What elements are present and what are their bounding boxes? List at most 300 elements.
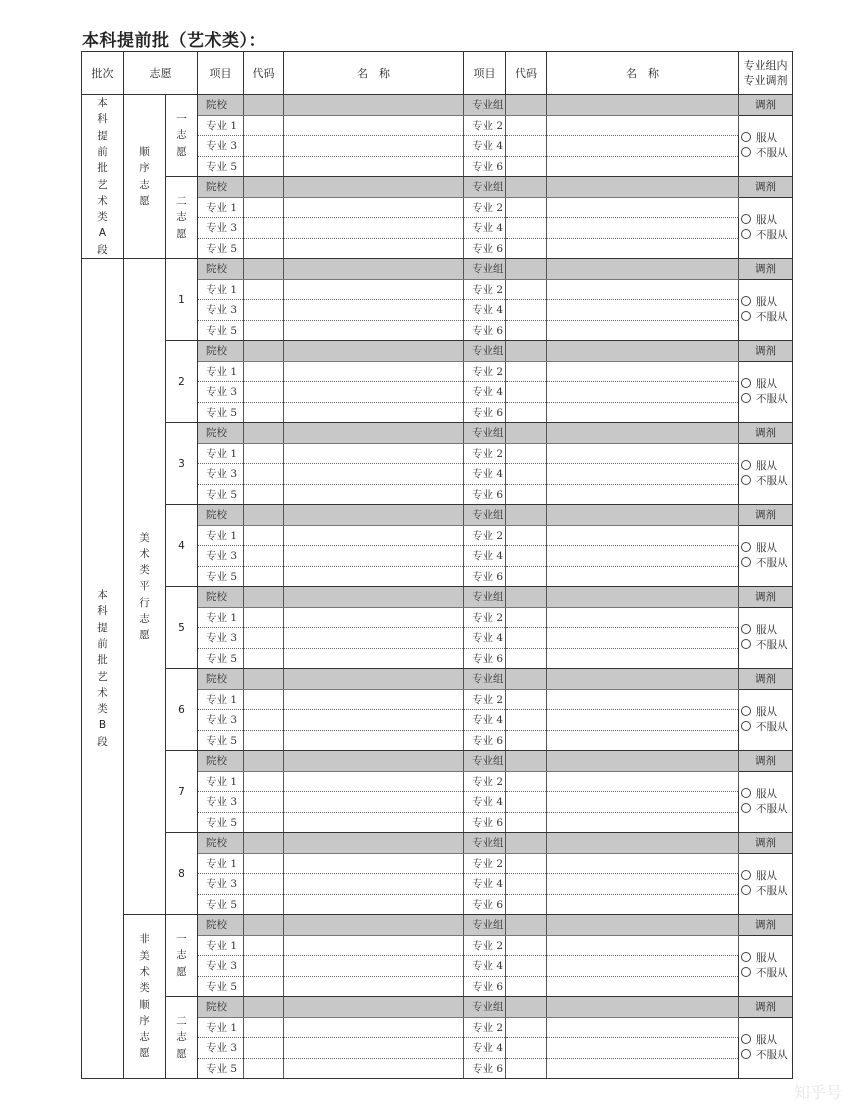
name-cell[interactable] <box>284 382 464 403</box>
major-label: 专业 1 <box>198 361 244 382</box>
radio-icon[interactable] <box>741 967 751 977</box>
code-cell[interactable] <box>506 156 547 177</box>
not-obey-option[interactable] <box>741 474 792 489</box>
name-cell[interactable] <box>547 648 739 669</box>
major-label: 专业 4 <box>464 628 506 649</box>
name-cell[interactable] <box>284 1058 464 1079</box>
code-cell[interactable] <box>244 238 284 259</box>
code-cell[interactable] <box>244 505 284 526</box>
school-label: 院校 <box>198 423 244 444</box>
code-cell[interactable] <box>506 279 547 300</box>
school-label: 院校 <box>198 341 244 362</box>
major-label: 专业 2 <box>464 443 506 464</box>
major-label: 专业 6 <box>464 812 506 833</box>
name-cell[interactable] <box>284 546 464 567</box>
name-cell[interactable] <box>547 279 739 300</box>
major-label: 专业 5 <box>198 730 244 751</box>
code-cell[interactable] <box>244 361 284 382</box>
major-label: 专业 5 <box>198 648 244 669</box>
major-label: 专业 6 <box>464 320 506 341</box>
code-cell[interactable] <box>506 730 547 751</box>
code-cell[interactable] <box>244 423 284 444</box>
not-obey-option[interactable] <box>741 720 792 735</box>
code-cell[interactable] <box>244 874 284 895</box>
not-obey-option[interactable] <box>741 146 792 161</box>
code-cell[interactable] <box>244 792 284 813</box>
code-cell[interactable] <box>506 259 547 280</box>
code-cell[interactable] <box>506 812 547 833</box>
radio-icon[interactable] <box>741 296 751 306</box>
adjust-label: 调剂 <box>739 997 793 1018</box>
name-cell[interactable] <box>547 792 739 813</box>
name-cell[interactable] <box>284 136 464 157</box>
code-cell[interactable] <box>244 177 284 198</box>
radio-icon[interactable] <box>741 214 751 224</box>
adjust-label: 调剂 <box>739 751 793 772</box>
adjust-label: 调剂 <box>739 423 793 444</box>
not-obey-label: 不服从 <box>756 1048 788 1061</box>
radio-icon[interactable] <box>741 475 751 485</box>
major-label: 专业 1 <box>198 607 244 628</box>
code-cell[interactable] <box>506 1017 547 1038</box>
name-cell[interactable] <box>284 279 464 300</box>
not-obey-option[interactable] <box>741 802 792 817</box>
name-cell[interactable] <box>284 874 464 895</box>
name-cell[interactable] <box>547 628 739 649</box>
name-cell[interactable] <box>547 156 739 177</box>
code-cell[interactable] <box>244 115 284 136</box>
code-cell[interactable] <box>244 341 284 362</box>
obey-option[interactable] <box>741 869 792 884</box>
code-cell[interactable] <box>244 402 284 423</box>
wish-number-text: 一志愿 <box>176 113 187 158</box>
code-cell[interactable] <box>244 1058 284 1079</box>
group-label: 专业组 <box>464 997 506 1018</box>
name-cell[interactable] <box>284 894 464 915</box>
major-label: 专业 2 <box>464 771 506 792</box>
code-cell[interactable] <box>244 956 284 977</box>
name-cell[interactable] <box>284 464 464 485</box>
radio-icon[interactable] <box>741 706 751 716</box>
name-cell[interactable] <box>547 669 739 690</box>
code-cell[interactable] <box>506 546 547 567</box>
name-cell[interactable] <box>547 730 739 751</box>
radio-icon[interactable] <box>741 624 751 634</box>
radio-icon[interactable] <box>741 1049 751 1059</box>
obey-label: 服从 <box>756 623 777 636</box>
code-cell[interactable] <box>506 997 547 1018</box>
code-cell[interactable] <box>506 464 547 485</box>
name-cell[interactable] <box>284 976 464 997</box>
code-cell[interactable] <box>506 648 547 669</box>
name-cell[interactable] <box>547 710 739 731</box>
name-cell[interactable] <box>284 689 464 710</box>
name-cell[interactable] <box>547 484 739 505</box>
obey-option[interactable] <box>741 1033 792 1048</box>
name-cell[interactable] <box>547 238 739 259</box>
code-cell[interactable] <box>506 566 547 587</box>
code-cell[interactable] <box>244 997 284 1018</box>
code-cell[interactable] <box>244 156 284 177</box>
group-label: 专业组 <box>464 505 506 526</box>
radio-icon[interactable] <box>741 460 751 470</box>
obey-option[interactable] <box>741 787 792 802</box>
name-cell[interactable] <box>284 669 464 690</box>
code-cell[interactable] <box>244 443 284 464</box>
school-label: 院校 <box>198 997 244 1018</box>
code-cell[interactable] <box>506 915 547 936</box>
name-cell[interactable] <box>284 361 464 382</box>
not-obey-label: 不服从 <box>756 556 788 569</box>
code-cell[interactable] <box>506 833 547 854</box>
major-label: 专业 2 <box>464 361 506 382</box>
batch-label-text: 本科提前批艺术类A段 <box>97 97 108 256</box>
radio-icon[interactable] <box>741 378 751 388</box>
code-cell[interactable] <box>244 833 284 854</box>
obey-label: 服从 <box>756 1033 777 1046</box>
name-cell[interactable] <box>547 95 739 116</box>
name-cell[interactable] <box>284 997 464 1018</box>
name-cell[interactable] <box>284 505 464 526</box>
code-cell[interactable] <box>506 341 547 362</box>
wish-number <box>166 95 198 177</box>
name-cell[interactable] <box>284 320 464 341</box>
name-cell[interactable] <box>547 177 739 198</box>
name-cell[interactable] <box>547 1017 739 1038</box>
code-cell[interactable] <box>506 484 547 505</box>
code-cell[interactable] <box>506 894 547 915</box>
name-cell[interactable] <box>284 238 464 259</box>
major-label: 专业 2 <box>464 279 506 300</box>
name-cell[interactable] <box>284 853 464 874</box>
radio-icon[interactable] <box>741 311 751 321</box>
not-obey-option[interactable] <box>741 556 792 571</box>
not-obey-option[interactable] <box>741 1048 792 1063</box>
name-cell[interactable] <box>284 115 464 136</box>
name-cell[interactable] <box>284 177 464 198</box>
obey-label: 服从 <box>756 787 777 800</box>
name-cell[interactable] <box>547 423 739 444</box>
obey-option[interactable] <box>741 377 792 392</box>
adjust-label: 调剂 <box>739 833 793 854</box>
name-cell[interactable] <box>547 874 739 895</box>
code-cell[interactable] <box>506 136 547 157</box>
name-cell[interactable] <box>547 607 739 628</box>
major-label: 专业 5 <box>198 484 244 505</box>
code-cell[interactable] <box>506 423 547 444</box>
code-cell[interactable] <box>506 956 547 977</box>
code-cell[interactable] <box>506 320 547 341</box>
school-row <box>82 259 793 280</box>
not-obey-option[interactable] <box>741 638 792 653</box>
radio-icon[interactable] <box>741 542 751 552</box>
code-cell[interactable] <box>244 915 284 936</box>
code-cell[interactable] <box>244 812 284 833</box>
school-row <box>82 505 793 526</box>
code-cell[interactable] <box>506 95 547 116</box>
code-cell[interactable] <box>506 976 547 997</box>
group-label: 专业组 <box>464 177 506 198</box>
major-label: 专业 1 <box>198 689 244 710</box>
obey-option[interactable] <box>741 541 792 556</box>
code-cell[interactable] <box>244 669 284 690</box>
not-obey-option[interactable] <box>741 884 792 899</box>
code-cell[interactable] <box>244 853 284 874</box>
name-cell[interactable] <box>547 587 739 608</box>
name-cell[interactable] <box>284 484 464 505</box>
code-cell[interactable] <box>244 382 284 403</box>
name-cell[interactable] <box>284 1017 464 1038</box>
code-cell[interactable] <box>244 525 284 546</box>
name-cell[interactable] <box>547 1058 739 1079</box>
code-cell[interactable] <box>506 874 547 895</box>
code-cell[interactable] <box>244 587 284 608</box>
not-obey-option[interactable] <box>741 228 792 243</box>
name-cell[interactable] <box>284 710 464 731</box>
code-cell[interactable] <box>244 935 284 956</box>
code-cell[interactable] <box>244 976 284 997</box>
major-label: 专业 1 <box>198 279 244 300</box>
name-cell[interactable] <box>284 197 464 218</box>
code-cell[interactable] <box>506 853 547 874</box>
name-cell[interactable] <box>284 956 464 977</box>
code-cell[interactable] <box>244 628 284 649</box>
name-cell[interactable] <box>547 382 739 403</box>
name-cell[interactable] <box>547 505 739 526</box>
radio-icon[interactable] <box>741 229 751 239</box>
name-cell[interactable] <box>284 771 464 792</box>
code-cell[interactable] <box>506 1038 547 1059</box>
code-cell[interactable] <box>244 300 284 321</box>
name-cell[interactable] <box>547 771 739 792</box>
obey-option[interactable] <box>741 295 792 310</box>
code-cell[interactable] <box>244 136 284 157</box>
major-label: 专业 1 <box>198 115 244 136</box>
code-cell[interactable] <box>506 1058 547 1079</box>
name-cell[interactable] <box>547 689 739 710</box>
name-cell[interactable] <box>284 587 464 608</box>
name-cell[interactable] <box>547 915 739 936</box>
code-cell[interactable] <box>506 505 547 526</box>
name-cell[interactable] <box>547 259 739 280</box>
name-cell[interactable] <box>284 935 464 956</box>
name-cell[interactable] <box>547 197 739 218</box>
name-cell[interactable] <box>547 833 739 854</box>
obey-option[interactable] <box>741 459 792 474</box>
wish-number-text: 2 <box>178 375 185 388</box>
code-cell[interactable] <box>506 197 547 218</box>
code-cell[interactable] <box>506 443 547 464</box>
name-cell[interactable] <box>284 156 464 177</box>
obey-option[interactable] <box>741 951 792 966</box>
not-obey-label: 不服从 <box>756 802 788 815</box>
major-label: 专业 3 <box>198 382 244 403</box>
radio-icon[interactable] <box>741 721 751 731</box>
obey-option[interactable] <box>741 705 792 720</box>
adjust-options <box>739 443 793 505</box>
code-cell[interactable] <box>506 115 547 136</box>
name-cell[interactable] <box>284 341 464 362</box>
code-cell[interactable] <box>506 710 547 731</box>
name-cell[interactable] <box>547 218 739 239</box>
name-cell[interactable] <box>284 423 464 444</box>
wish-number-text: 一志愿 <box>176 933 187 978</box>
radio-icon[interactable] <box>741 803 751 813</box>
radio-icon[interactable] <box>741 557 751 567</box>
code-cell[interactable] <box>244 197 284 218</box>
not-obey-label: 不服从 <box>756 392 788 405</box>
school-label: 院校 <box>198 915 244 936</box>
radio-icon[interactable] <box>741 885 751 895</box>
obey-option[interactable] <box>741 213 792 228</box>
code-cell[interactable] <box>244 730 284 751</box>
adjust-options <box>739 607 793 669</box>
name-cell[interactable] <box>547 341 739 362</box>
code-cell[interactable] <box>244 320 284 341</box>
major-label: 专业 6 <box>464 894 506 915</box>
code-cell[interactable] <box>506 935 547 956</box>
not-obey-option[interactable] <box>741 392 792 407</box>
name-cell[interactable] <box>547 566 739 587</box>
code-cell[interactable] <box>506 689 547 710</box>
code-cell[interactable] <box>506 238 547 259</box>
obey-option[interactable] <box>741 623 792 638</box>
name-cell[interactable] <box>547 300 739 321</box>
name-cell[interactable] <box>284 443 464 464</box>
major-label: 专业 6 <box>464 566 506 587</box>
radio-icon[interactable] <box>741 639 751 649</box>
school-label: 院校 <box>198 259 244 280</box>
code-cell[interactable] <box>506 218 547 239</box>
name-cell[interactable] <box>284 95 464 116</box>
name-cell[interactable] <box>547 812 739 833</box>
radio-icon[interactable] <box>741 147 751 157</box>
name-cell[interactable] <box>284 300 464 321</box>
name-cell[interactable] <box>547 1038 739 1059</box>
name-cell[interactable] <box>547 320 739 341</box>
code-cell[interactable] <box>244 546 284 567</box>
name-cell[interactable] <box>547 853 739 874</box>
name-cell[interactable] <box>547 525 739 546</box>
radio-icon[interactable] <box>741 870 751 880</box>
code-cell[interactable] <box>506 628 547 649</box>
name-cell[interactable] <box>547 115 739 136</box>
header-adjust: 专业组内专业调剂 <box>739 52 793 95</box>
code-cell[interactable] <box>506 382 547 403</box>
code-cell[interactable] <box>244 648 284 669</box>
not-obey-option[interactable] <box>741 310 792 325</box>
name-cell[interactable] <box>547 443 739 464</box>
radio-icon[interactable] <box>741 393 751 403</box>
name-cell[interactable] <box>284 525 464 546</box>
code-cell[interactable] <box>244 751 284 772</box>
code-cell[interactable] <box>506 402 547 423</box>
name-cell[interactable] <box>547 361 739 382</box>
code-cell[interactable] <box>244 279 284 300</box>
code-cell[interactable] <box>244 95 284 116</box>
name-cell[interactable] <box>284 751 464 772</box>
name-cell[interactable] <box>284 915 464 936</box>
radio-icon[interactable] <box>741 1034 751 1044</box>
radio-icon[interactable] <box>741 132 751 142</box>
radio-icon[interactable] <box>741 952 751 962</box>
radio-icon[interactable] <box>741 788 751 798</box>
code-cell[interactable] <box>506 361 547 382</box>
name-cell[interactable] <box>284 812 464 833</box>
code-cell[interactable] <box>506 792 547 813</box>
code-cell[interactable] <box>506 300 547 321</box>
name-cell[interactable] <box>547 751 739 772</box>
code-cell[interactable] <box>506 771 547 792</box>
major-label: 专业 4 <box>464 300 506 321</box>
major-label: 专业 1 <box>198 853 244 874</box>
group-label: 专业组 <box>464 669 506 690</box>
name-cell[interactable] <box>547 935 739 956</box>
name-cell[interactable] <box>284 218 464 239</box>
code-cell[interactable] <box>244 1038 284 1059</box>
code-cell[interactable] <box>244 771 284 792</box>
wish-group-label <box>124 915 166 1079</box>
name-cell[interactable] <box>547 976 739 997</box>
obey-option[interactable] <box>741 131 792 146</box>
name-cell[interactable] <box>284 1038 464 1059</box>
code-cell[interactable] <box>506 525 547 546</box>
name-cell[interactable] <box>547 464 739 485</box>
name-cell[interactable] <box>284 792 464 813</box>
name-cell[interactable] <box>547 956 739 977</box>
name-cell[interactable] <box>284 607 464 628</box>
major-label: 专业 1 <box>198 935 244 956</box>
code-cell[interactable] <box>244 464 284 485</box>
wish-number <box>166 669 198 751</box>
name-cell[interactable] <box>547 136 739 157</box>
name-cell[interactable] <box>547 894 739 915</box>
name-cell[interactable] <box>547 402 739 423</box>
code-cell[interactable] <box>244 566 284 587</box>
code-cell[interactable] <box>506 607 547 628</box>
code-cell[interactable] <box>244 484 284 505</box>
code-cell[interactable] <box>506 669 547 690</box>
adjust-options <box>739 525 793 587</box>
name-cell[interactable] <box>547 997 739 1018</box>
name-cell[interactable] <box>284 730 464 751</box>
code-cell[interactable] <box>244 710 284 731</box>
name-cell[interactable] <box>284 628 464 649</box>
code-cell[interactable] <box>506 177 547 198</box>
group-label: 专业组 <box>464 751 506 772</box>
code-cell[interactable] <box>506 587 547 608</box>
code-cell[interactable] <box>244 218 284 239</box>
school-label: 院校 <box>198 177 244 198</box>
code-cell[interactable] <box>244 894 284 915</box>
code-cell[interactable] <box>244 259 284 280</box>
code-cell[interactable] <box>244 689 284 710</box>
name-cell[interactable] <box>284 648 464 669</box>
school-row <box>82 751 793 772</box>
name-cell[interactable] <box>284 402 464 423</box>
name-cell[interactable] <box>284 566 464 587</box>
code-cell[interactable] <box>506 751 547 772</box>
name-cell[interactable] <box>284 833 464 854</box>
not-obey-label: 不服从 <box>756 720 788 733</box>
major-label: 专业 1 <box>198 525 244 546</box>
code-cell[interactable] <box>244 1017 284 1038</box>
name-cell[interactable] <box>547 546 739 567</box>
not-obey-option[interactable] <box>741 966 792 981</box>
code-cell[interactable] <box>244 607 284 628</box>
group-label: 专业组 <box>464 423 506 444</box>
name-cell[interactable] <box>284 259 464 280</box>
